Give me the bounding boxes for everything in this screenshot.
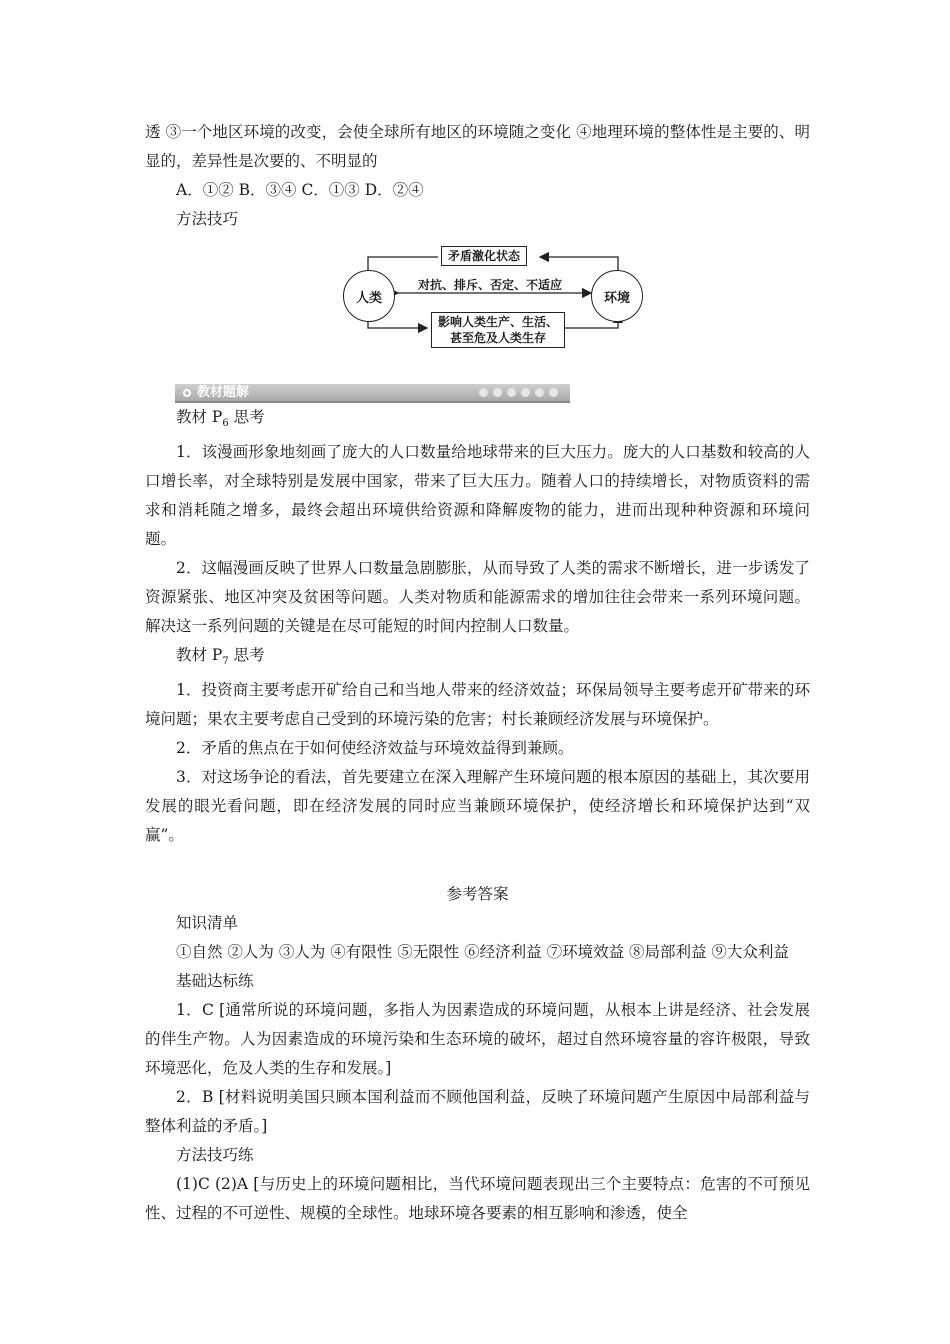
impact-box [431,312,565,348]
knowledge-label: 知识清单 [176,914,239,933]
p7-answer-2: 2．矛盾的焦点在于如何使经济效益与环境效益得到兼顾。 [176,739,574,758]
p7-answer-1: 1．投资商主要考虑开矿给自己和当地人带来的经济效益；环保局领导主要考虑开矿带来的环境问题；果农主要考虑自己受到的环境污染的危害；村长兼顾经济发展与环境保护。 [145,681,810,729]
p6-answer-1: 1．该漫画形象地刻画了庞大的人口数量给地球带来的巨大压力。庞大的人口基数和较高的人口增长率，对全球特别是发展中国家，带来了巨大压力。随着人口的持续增长，对物质资料的需求和消耗随之增多，最终会超出环境供给资源和降解废物的能力，进而出现种种资源和环境问题。 [145,443,810,549]
section-title: 教材题解 [183,384,249,401]
p7-heading: 教材 $P_7$ 思考 [176,646,265,668]
section-header [175,384,570,403]
human-environment-diagram [343,240,663,350]
answers-heading: 参考答案 [446,885,509,904]
environment-node: 环境 [591,270,643,322]
document-page [145,118,810,1228]
section-bullet-icon [183,389,191,397]
impact-line-2: 甚至危及人类生存 [450,331,547,345]
method-heading: 方法技巧 [176,210,239,228]
p7-answer-3: 3．对这场争论的看法，首先要建立在深入理解产生环境问题的根本原因的基础上，其次要用发展的眼光看问题，即在经济发展的同时应当兼顾环境保护，使经济增长和环境保护达到“双赢”。 [145,768,810,845]
human-node: 人类 [343,270,395,322]
p6-answer-2: 2．这幅漫画反映了世界人口数量急剧膨胀，从而导致了人类的需求不断增长，进一步诱发了资源紧张、地区冲突及贫困等问题。人类对物质和能源需求的增加往往会带来一系列环境问题。解决这一系列问题的关键是在尽可能短的时间内控制人口数量。 [145,559,810,636]
conflict-box: 矛盾激化状态 [441,246,527,266]
question-text: 透 ③一个地区环境的改变，会使全球所有地区的环境随之变化 ④地理环境的整体性是主要的、明显的，差异性是次要的、不明显的 [145,123,810,170]
impact-line-1: 影响人类生产、生活、 [438,315,559,329]
conflict-label: 对抗、排斥、否定、不适应 [418,278,563,292]
knowledge-answers: ①自然 ②人为 ③人为 ④有限性 ⑤无限性 ⑥经济利益 ⑦环境效益 ⑧局部利益 ⑨大众利益 [176,943,789,962]
basic-answer-1: 1．C [通常所说的环境问题，多指人为因素造成的环境问题，从根本上讲是经济、社会发展的伴生产物。人为因素造成的环境污染和生态环境的破坏，超过自然环境容量的容许极限，导致环境恶化，危及人类的生存和发展。] [145,1001,810,1078]
basic-answer-2: 2．B [材料说明美国只顾本国利益而不顾他国利益，反映了环境问题产生原因中局部利益与整体利益的矛盾。] [145,1088,810,1136]
method-answer: (1)C (2)A [与历史上的环境问题相比，当代环境问题表现出三个主要特点：危害的不可预见性、过程的不可逆性、规模的全球性。地球环境各要素的相互影响和渗透，使全 [145,1175,810,1223]
answer-options: A．①② B．③④ C．①③ D．②④ [176,181,424,199]
section-decoration-dots [479,388,558,397]
basic-label: 基础达标练 [176,972,254,991]
p6-heading: 教材 $P_6$ 思考 [176,408,265,430]
method-label: 方法技巧练 [176,1146,254,1165]
